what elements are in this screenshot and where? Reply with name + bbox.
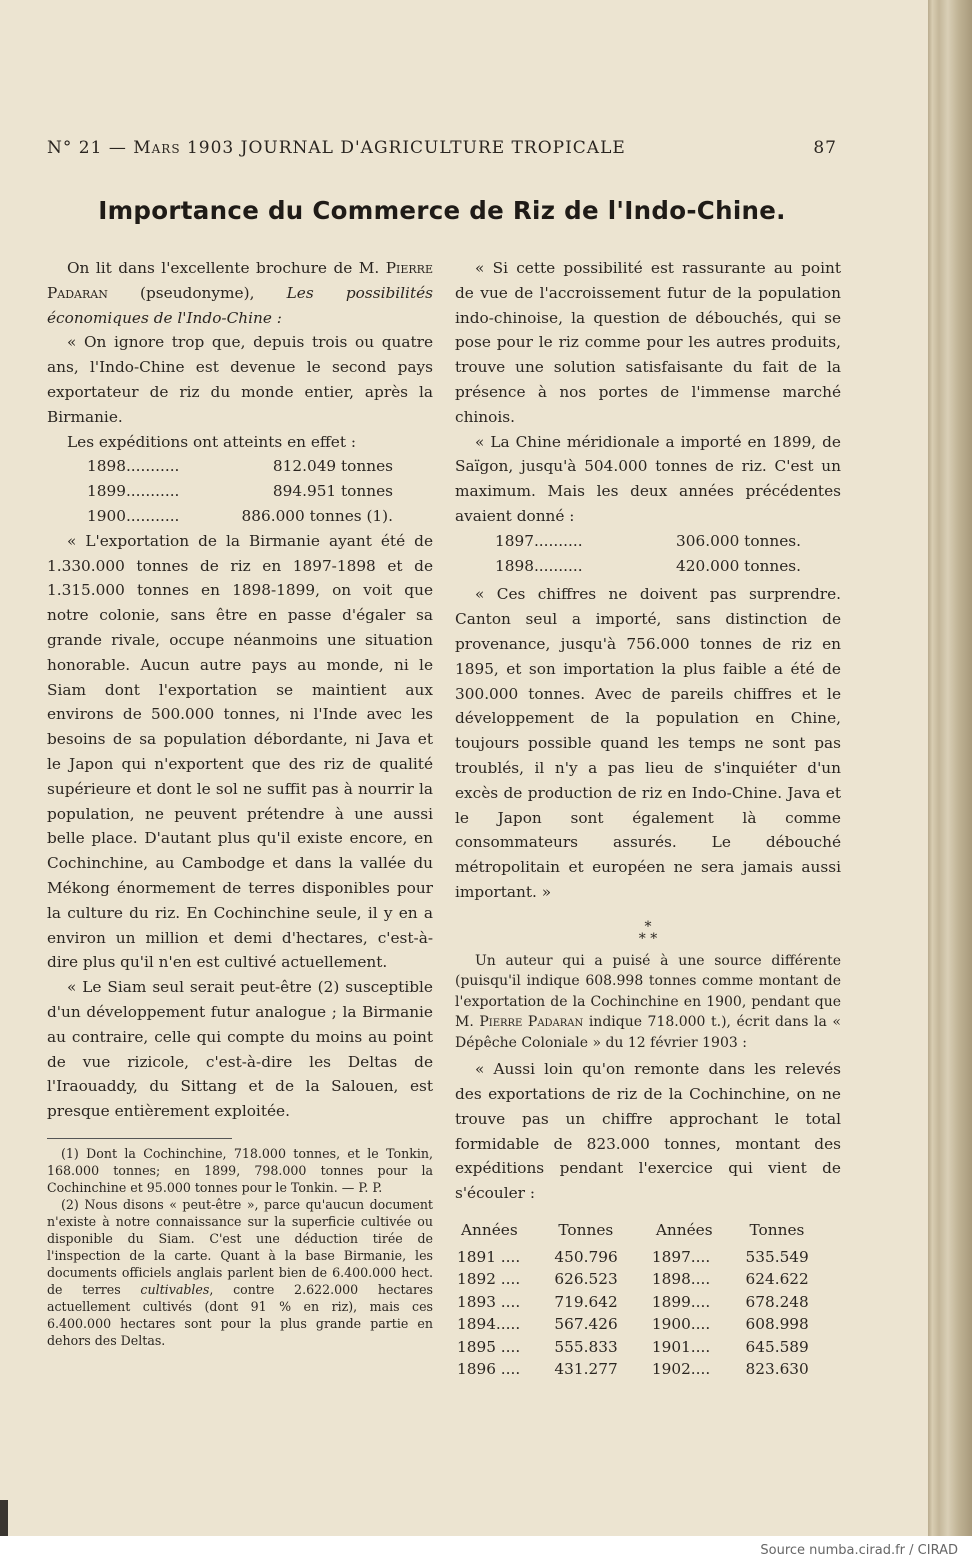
- issue-number: N° 21: [47, 138, 103, 158]
- table-row: [455, 1313, 841, 1336]
- table-row: [455, 1291, 841, 1314]
- list-item: 1899 ........... 894.951 tonnes: [87, 482, 393, 501]
- paragraph: « Le Siam seul serait peut-être (2) susceptible d'un développement futur analogue ; la Birmanie au contraire, celle qui compte du moins au point de vue rizicole, c'est-à-dire les Deltas de l'Iraouaddy, du Sittang et de la Salouen, est presque entièrement exploitée.: [47, 978, 433, 1121]
- list-item: 1900 ........... 886.000 tonnes (1).: [87, 506, 393, 525]
- intro-paragraph: On lit dans l'excellente brochure de M. Pierre Padaran (pseudonyme), Les possibilités économiques de l'Indo-Chine :: [47, 259, 433, 327]
- running-header: N° 21 — Mars 1903 JOURNAL D'AGRICULTURE TROPICALE 87: [47, 138, 837, 158]
- table-cell: 624.622: [745, 1270, 809, 1289]
- table-cell: 555.833: [554, 1337, 618, 1356]
- table-cell: 1897....: [651, 1247, 711, 1266]
- paragraph: Les expéditions ont atteints en effet :: [67, 432, 356, 451]
- table-cell: 1895 ....: [457, 1337, 521, 1356]
- asterism: * * *: [638, 918, 658, 947]
- imports-list: [455, 529, 841, 579]
- footnote-1: (1) Dont la Cochinchine, 718.000 tonnes, et le Tonkin, 168.000 tonnes; en 1899, 798.000 tonnes pour la Cochinchine et 95.000 tonnes pour le Tonkin. — P. P.: [47, 1145, 433, 1195]
- table-cell: 719.642: [554, 1292, 618, 1311]
- paragraph: « Si cette possibilité est rassurante au point de vue de l'accroissement futur de la population indo-chinoise, la question de débouchés, qui se pose pour le riz comme pour les autres produits, trouve une solution satisfaisante du fait de la présence à nos portes de l'immense marché chinois.: [455, 259, 841, 426]
- table-cell: 608.998: [745, 1315, 809, 1334]
- page-number: 87: [813, 138, 837, 158]
- table-cell: 1898....: [651, 1270, 711, 1289]
- table-row: [455, 1268, 841, 1291]
- page-edge: [928, 0, 972, 1536]
- issue-date: Mars 1903: [133, 138, 235, 158]
- table-cell: 567.426: [554, 1315, 618, 1334]
- footnotes: [47, 1145, 433, 1349]
- exports-list: [47, 454, 433, 528]
- list-item: 1897 .......... 306.000 tonnes.: [495, 531, 801, 550]
- article-title: Importance du Commerce de Riz de l'Indo-Chine.: [98, 196, 786, 225]
- table-cell: 1900....: [651, 1315, 711, 1334]
- table-cell: 1894.....: [457, 1315, 521, 1334]
- exports-table: [455, 1218, 841, 1381]
- paragraph: Un auteur qui a puisé à une source différente (puisqu'il indique 608.998 tonnes comme montant de l'exportation de la Cochinchine en 1900, pendant que M. Pierre Padaran indique 718.000 t.), écrit dans la « Dépêche Coloniale » du 12 février 1903 :: [455, 952, 841, 1051]
- footnote-2: (2) Nous disons « peut-être », parce qu'aucun document n'existe à notre connaissance sur la superficie cultivée ou disponible du Siam. C'est une déduction tirée de l'inspection de la carte. Quant à la base Birmanie, les documents officiels anglais parlent bien de 6.400.000 hect. de terres cultivables, contre 2.622.000 hectares actuellement cultivés (dont 91 % en riz), mais ces 6.400.000 hectares sont pour la plus grande partie en dehors des Deltas.: [47, 1196, 433, 1348]
- table-cell: 1899....: [651, 1292, 711, 1311]
- footnote-rule: [47, 1138, 232, 1139]
- paragraph: « Ces chiffres ne doivent pas surprendre. Canton seul a importé, sans distinction de provenance, jusqu'à 756.000 tonnes de riz en 1895, et son importation la plus faible a été de 300.000 tonnes. Avec de pareils chiffres et le développement de la population en Chine, toujours possible quand les temps ne sont pas troublés, il n'y a pas lieu de s'inquiéter d'un excès de production de riz en Indo-Chine. Java et le Japon sont également là comme consommateurs assurés. Le débouché métropolitain et européen ne sera jamais aussi important. »: [455, 585, 841, 901]
- table-header: Années Tonnes Années Tonnes: [461, 1221, 805, 1239]
- list-item: 1898 ........... 812.049 tonnes: [87, 457, 393, 476]
- table-cell: 1896 ....: [457, 1360, 521, 1379]
- table-cell: 431.277: [554, 1360, 618, 1379]
- table-cell: 1902....: [651, 1360, 711, 1379]
- journal-name: JOURNAL D'AGRICULTURE TROPICALE: [240, 138, 626, 158]
- table-row: [455, 1246, 841, 1269]
- paragraph: « On ignore trop que, depuis trois ou quatre ans, l'Indo-Chine est devenue le second pays exportateur de riz du monde entier, après la Birmanie.: [47, 333, 433, 426]
- table-row: [455, 1358, 841, 1381]
- table-cell: 823.630: [745, 1360, 809, 1379]
- table-cell: 1892 ....: [457, 1270, 521, 1289]
- paragraph: « Aussi loin qu'on remonte dans les relevés des exportations de riz de la Cochinchine, on ne trouve pas un chiffre approchant le total formidable de 823.000 tonnes, montant des expéditions pendant l'exercice qui vient de s'écouler :: [455, 1060, 841, 1203]
- table-cell: 1901....: [651, 1337, 711, 1356]
- table-cell: 678.248: [745, 1292, 809, 1311]
- table-row: [455, 1336, 841, 1359]
- right-column: [455, 256, 841, 1381]
- table-cell: 535.549: [745, 1247, 809, 1266]
- paragraph: « L'exportation de la Birmanie ayant été de 1.330.000 tonnes de riz en 1897-1898 et de 1.315.000 tonnes en 1898-1899, on voit que notre colonie, sans être en passe d'égaler sa grande rivale, occupe néanmoins une situation honorable. Aucun autre pays au monde, ni le Siam dont l'exportation se maintient aux environs de 500.000 tonnes, ni l'Inde avec les besoins de sa population débordante, ni Java et le Japon qui n'exportent que des riz de qualité supérieure et dont le sol ne suffit pas à nourrir la population, ne peuvent prétendre à une aussi belle place. D'autant plus qu'il existe encore, en Cochinchine, au Cambodge et dans la vallée du Mékong énormement de terres disponibles pour la culture du riz. En Cochinchine seule, il y en a environ un million et demi d'hectares, c'est-à-dire plus qu'il n'en est cultivé actuellement.: [47, 531, 433, 972]
- table-cell: 450.796: [554, 1247, 618, 1266]
- table-cell: 1891 ....: [457, 1247, 521, 1266]
- table-cell: 626.523: [554, 1270, 618, 1289]
- list-item: 1898 .......... 420.000 tonnes.: [495, 556, 801, 575]
- source-credit: Source numba.cirad.fr / CIRAD: [760, 1543, 958, 1558]
- scan-margin: [0, 1500, 8, 1536]
- left-column: [47, 256, 433, 1349]
- table-cell: 645.589: [745, 1337, 809, 1356]
- table-cell: 1893 ....: [457, 1292, 521, 1311]
- paragraph: « La Chine méridionale a importé en 1899, de Saïgon, jusqu'à 504.000 tonnes de riz. C'est un maximum. Mais les deux années précédentes avaient donné :: [455, 432, 841, 525]
